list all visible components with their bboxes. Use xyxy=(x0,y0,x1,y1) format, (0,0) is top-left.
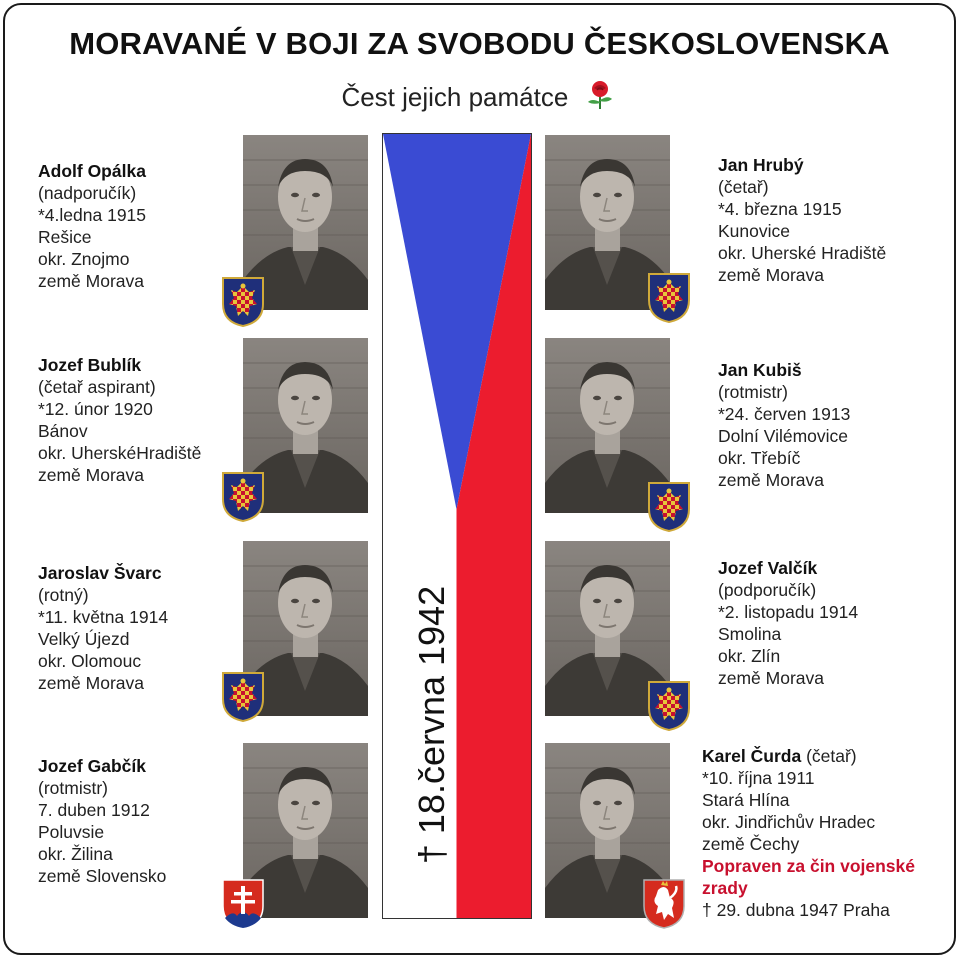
bio-valcik: Jozef Valčík (podporučík) *2. listopadu 1914 Smolina okr. Zlín země Morava xyxy=(718,558,859,688)
bio-gabcik: Jozef Gabčík (rotmistr) 7. duben 1912 Poluvsie okr. Žilina země Slovensko xyxy=(38,756,167,886)
date-of-death-label: † 18.června 1942 xyxy=(411,585,452,865)
moravian-eagle-icon xyxy=(647,680,691,732)
execution-date: † 29. dubna 1947 Praha xyxy=(702,900,890,920)
page-subtitle xyxy=(0,80,959,117)
bio-curda: Karel Čurda (četař) *10. října 1911 Stará Hlína okr. Jindřichův Hradec země Čechy Popraven za čin vojenské zrady † 29. dubna 1947 Praha xyxy=(702,745,942,921)
moravian-eagle-icon xyxy=(221,671,265,723)
bio-bublik: Jozef Bublík (četař aspirant) *12. únor 1920 Bánov okr. UherskéHradiště země Morava xyxy=(38,355,202,485)
bio-hruby: Jan Hrubý (četař) *4. března 1915 Kunovice okr. Uherské Hradiště země Morava xyxy=(718,155,887,285)
moravian-eagle-icon xyxy=(647,481,691,533)
treason-note: Popraven za čin vojenské zrady xyxy=(702,856,916,898)
bio-kubis: Jan Kubiš (rotmistr) *24. červen 1913 Dolní Vilémovice okr. Třebíč země Morava xyxy=(718,360,851,490)
moravian-eagle-icon xyxy=(221,276,265,328)
slovak-cross-icon xyxy=(221,878,265,930)
bohemian-lion-icon xyxy=(642,878,686,930)
moravian-eagle-icon xyxy=(221,471,265,523)
subtitle-text: Čest jejich památce xyxy=(341,82,569,112)
bio-svarc: Jaroslav Švarc (rotný) *11. května 1914 Velký Újezd okr. Olomouc země Morava xyxy=(38,563,169,693)
moravian-eagle-icon xyxy=(647,272,691,324)
rose-icon xyxy=(582,80,618,117)
bio-opalka: Adolf Opálka (nadporučík) *4.ledna 1915 Rešice okr. Znojmo země Morava xyxy=(38,161,147,291)
page-title: MORAVANÉ V BOJI ZA SVOBODU ČESKOSLOVENSKA xyxy=(69,26,890,61)
